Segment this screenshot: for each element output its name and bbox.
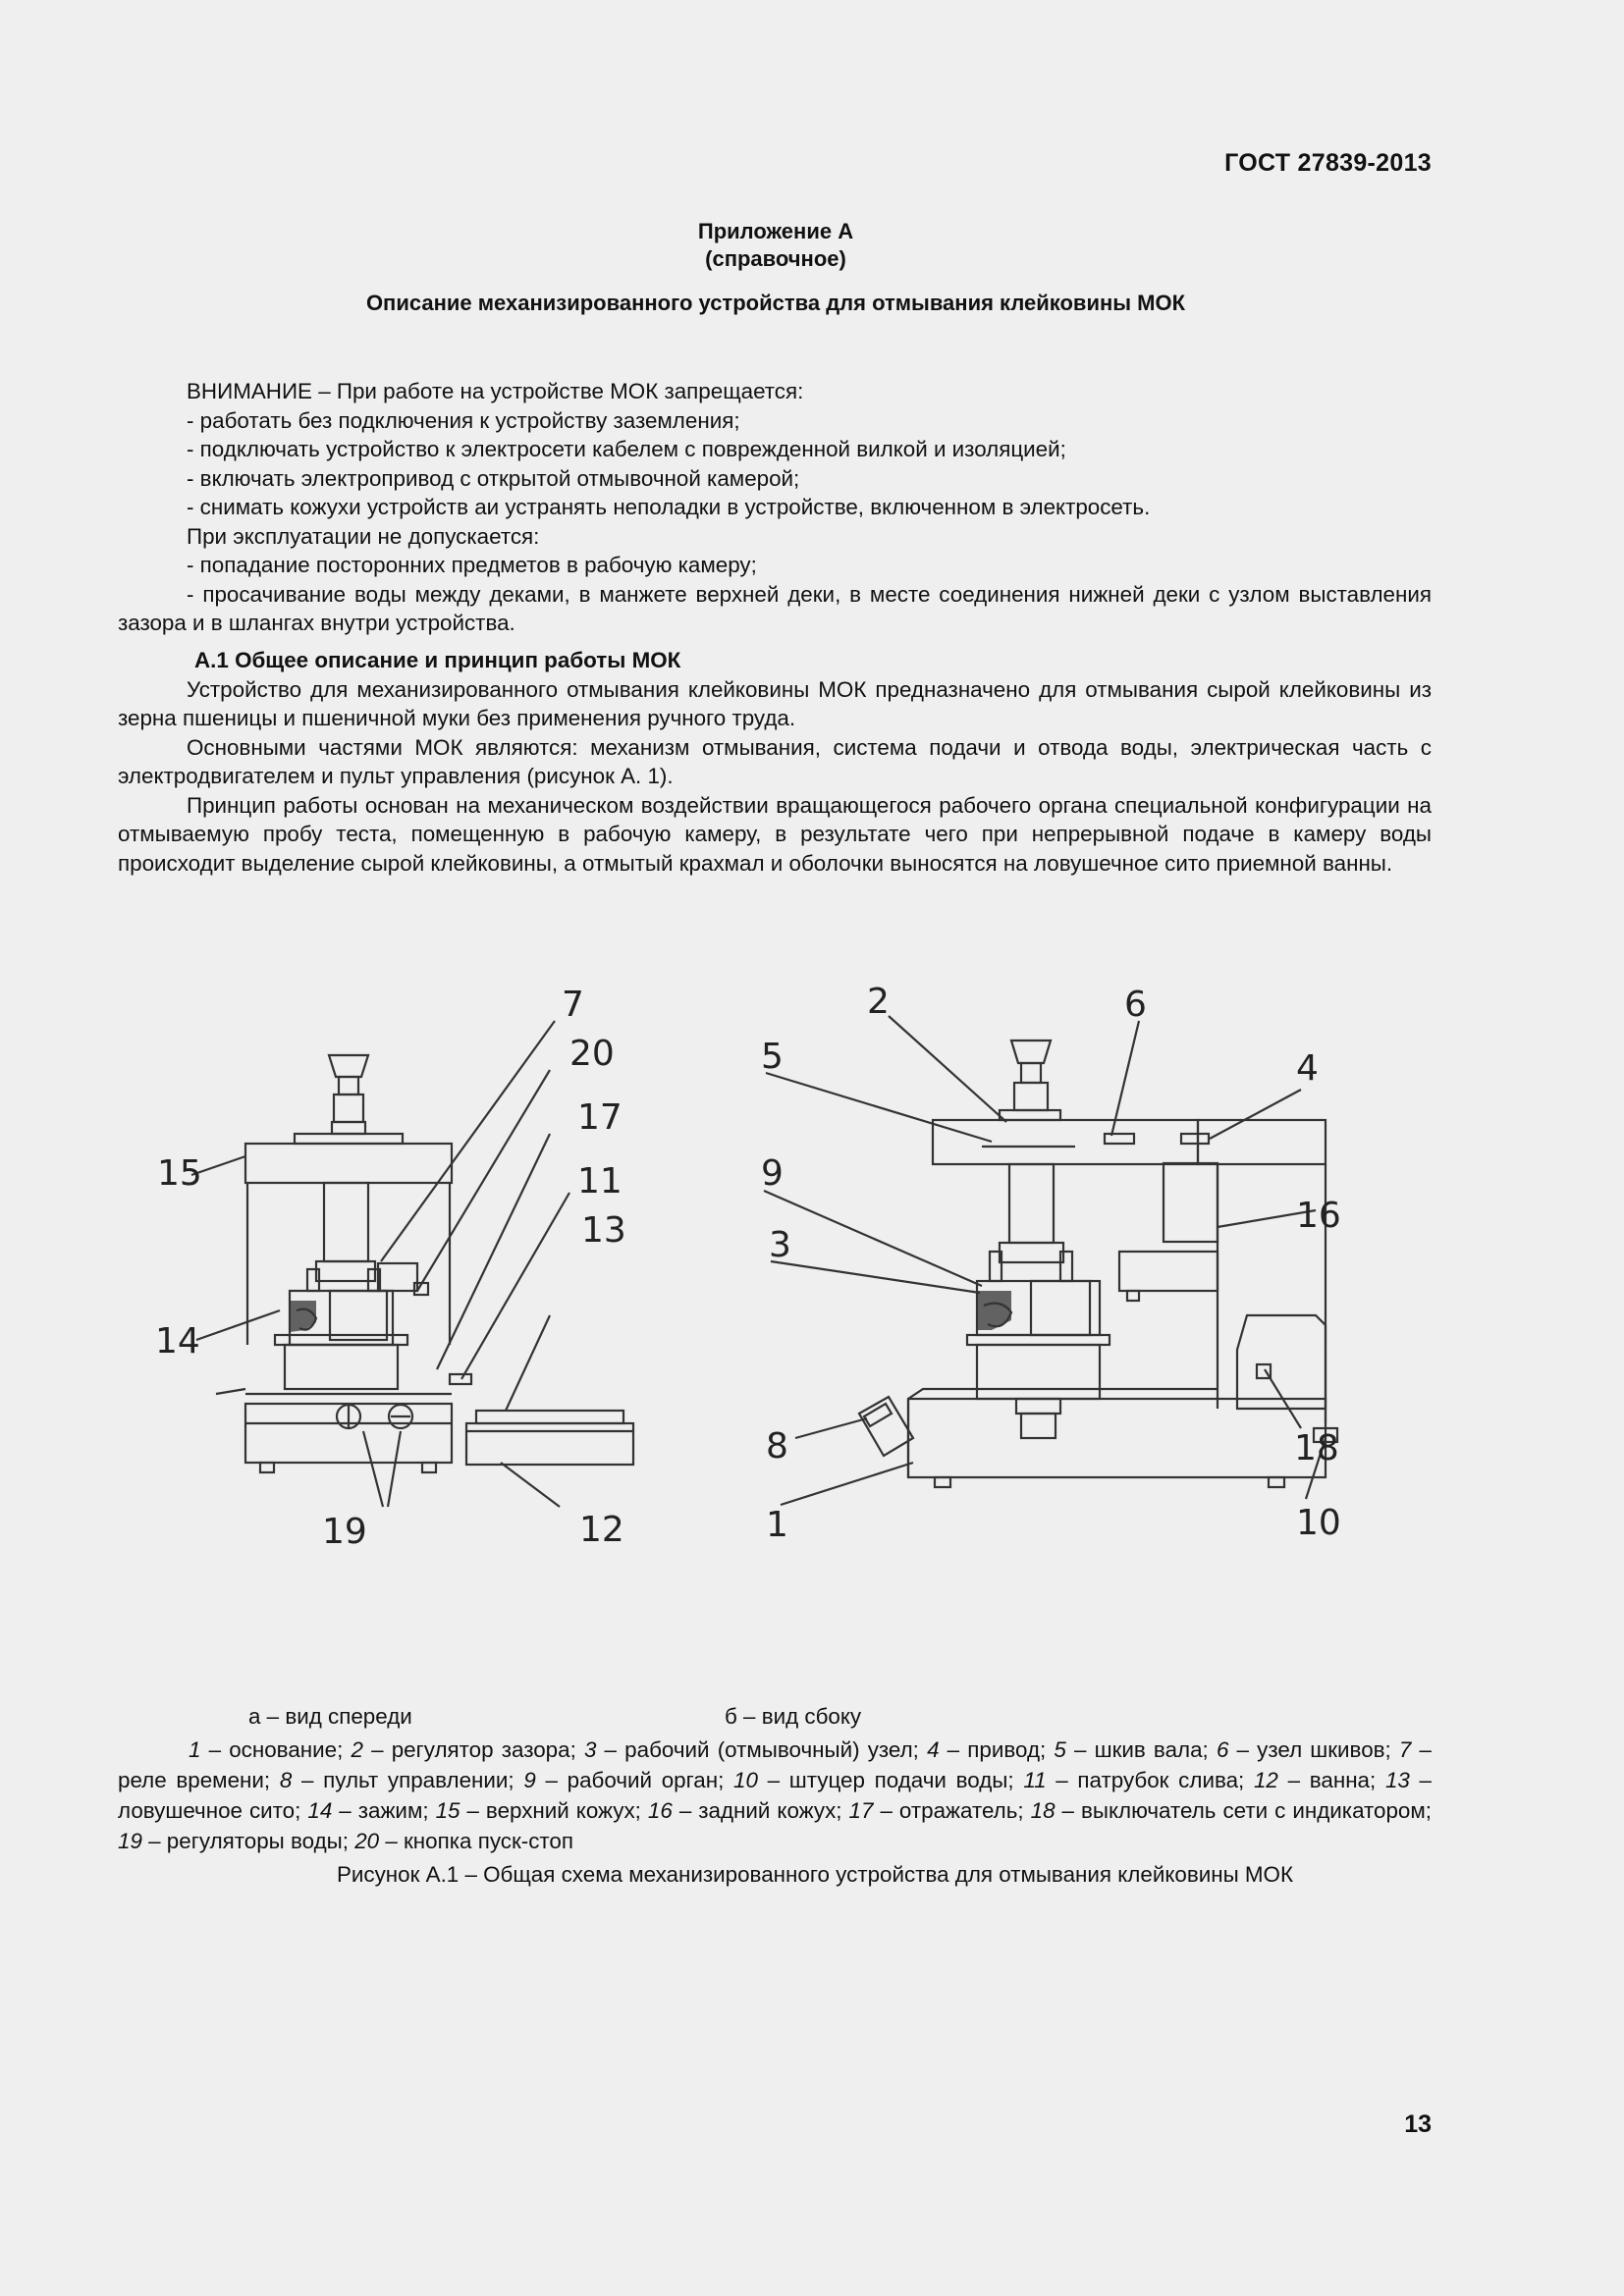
page-number: 13 xyxy=(1404,2110,1432,2138)
part-label: 16 xyxy=(1296,1196,1341,1236)
legend-number: 4 xyxy=(927,1737,940,1762)
legend-number: 15 xyxy=(435,1798,460,1823)
part-label: 1 xyxy=(766,1505,788,1545)
legend-number: 8 xyxy=(279,1768,293,1792)
legend-text: – ванна; xyxy=(1277,1768,1385,1792)
legend-text: – регуляторы воды; xyxy=(141,1829,355,1853)
legend-text: – патрубок слива; xyxy=(1046,1768,1254,1792)
part-label: 2 xyxy=(867,982,890,1022)
side-view xyxy=(764,1016,1337,1505)
appendix-subtitle: (справочное) xyxy=(705,246,846,271)
part-label: 6 xyxy=(1124,985,1147,1025)
appendix-title: Приложение А xyxy=(697,219,854,243)
legend-text: – выключатель сети с индикатором; xyxy=(1055,1798,1432,1823)
warning-item: - снимать кожухи устройств аи устранять неполадки в устройстве, включенном в электросеть. xyxy=(187,495,1151,519)
legend-number: 18 xyxy=(1030,1798,1056,1823)
part-label: 18 xyxy=(1294,1428,1339,1468)
section-paragraph: Основными частями МОК являются: механизм отмывания, система подачи и отвода воды, электрическая часть с электродвигателем и пульт управления (рисунок А. 1). xyxy=(118,734,1432,788)
part-label: 5 xyxy=(761,1037,784,1077)
figure-legend xyxy=(118,1735,1432,1856)
warning-item: - включать электропривод с открытой отмывочной камерой; xyxy=(187,465,800,491)
part-label: 11 xyxy=(577,1161,623,1201)
legend-number: 12 xyxy=(1253,1768,1278,1792)
legend-text: – привод; xyxy=(939,1737,1055,1762)
legend-text: – шкив вала; xyxy=(1065,1737,1217,1762)
legend-text: – пульт управлении; xyxy=(292,1768,524,1792)
legend-text: – задний кожух; xyxy=(672,1798,849,1823)
figure-caption: Рисунок А.1 – Общая схема механизированного устройства для отмывания клейковины МОК xyxy=(336,1862,1294,1887)
legend-number: 3 xyxy=(583,1737,597,1762)
legend-number: 19 xyxy=(118,1829,142,1853)
operation-lead: При эксплуатации не допускается: xyxy=(187,523,540,549)
legend-number: 17 xyxy=(848,1798,874,1823)
legend-number: 20 xyxy=(354,1829,380,1853)
appendix-title-block xyxy=(118,218,1434,273)
part-label: 12 xyxy=(579,1510,624,1550)
part-label: 9 xyxy=(761,1153,784,1194)
front-view-labels xyxy=(155,985,626,1552)
legend-text: – рабочий (отмывочный) узел; xyxy=(596,1737,928,1762)
operation-item: - просачивание воды между деками, в манжете верхней деки, в месте соединения нижней деки с узлом выставления зазора и в шлангах внутри устройства. xyxy=(118,581,1432,635)
legend-text: – рабочий орган; xyxy=(535,1768,734,1792)
front-view xyxy=(191,1021,633,1507)
part-label: 17 xyxy=(577,1097,623,1138)
legend-number: 13 xyxy=(1384,1768,1410,1792)
part-label: 20 xyxy=(569,1034,615,1074)
warning-lead-rest: – При работе на устройстве МОК запрещается: xyxy=(311,379,804,403)
legend-number: 1 xyxy=(189,1737,201,1762)
operation-item: - попадание посторонних предметов в рабочую камеру; xyxy=(187,553,757,577)
legend-text: – отражатель; xyxy=(873,1798,1031,1823)
figure-a1 xyxy=(137,957,1492,1605)
section-a1 xyxy=(118,646,1432,878)
subcaption-side: б – вид сбоку xyxy=(725,1704,862,1729)
part-label: 19 xyxy=(322,1512,367,1552)
legend-number: 7 xyxy=(1398,1737,1412,1762)
legend-text: – кнопка пуск-стоп xyxy=(379,1829,573,1853)
legend-text: – ловушечное сито; xyxy=(118,1768,1432,1823)
part-label: 8 xyxy=(766,1426,788,1467)
legend-text: – основание; xyxy=(200,1737,352,1762)
legend-text: – верхний кожух; xyxy=(460,1798,648,1823)
section-paragraph: Принцип работы основан на механическом воздействии вращающегося рабочего органа специальной конфигурации на отмываемую пробу теста, помещенную в рабочую камеру, в результате чего при непрерывной подаче в камеру воды происходит выделение сырой клейковины, а отмытый крахмал и оболочки выносятся на ловушечное сито приемной ванны. xyxy=(118,792,1432,876)
legend-number: 11 xyxy=(1023,1768,1047,1792)
legend-paragraph xyxy=(118,1735,1432,1856)
warning-item: - работать без подключения к устройству заземления; xyxy=(187,407,740,433)
legend-number: 9 xyxy=(523,1768,536,1792)
legend-number: 16 xyxy=(647,1798,673,1823)
warning-lead: ВНИМАНИЕ xyxy=(187,379,312,403)
part-label: 7 xyxy=(562,985,584,1025)
part-label: 3 xyxy=(769,1225,791,1265)
part-label: 15 xyxy=(157,1153,202,1194)
section-heading: А.1 Общее описание и принцип работы МОК xyxy=(194,648,681,672)
part-label: 10 xyxy=(1296,1503,1341,1543)
legend-text: – штуцер подачи воды; xyxy=(757,1768,1024,1792)
legend-number: 6 xyxy=(1216,1737,1229,1762)
document-id: ГОСТ 27839-2013 xyxy=(1224,149,1432,177)
warning-block xyxy=(118,377,1432,638)
legend-number: 2 xyxy=(351,1737,363,1762)
legend-text: – регулятор зазора; xyxy=(362,1737,584,1762)
legend-text: –реле времени; xyxy=(118,1737,1432,1792)
legend-number: 14 xyxy=(307,1798,333,1823)
part-label: 13 xyxy=(581,1210,626,1251)
device-schematic xyxy=(137,957,1492,1605)
warning-item: - подключать устройство к электросети кабелем с поврежденной вилкой и изоляцией; xyxy=(187,437,1066,461)
part-label: 4 xyxy=(1296,1048,1319,1089)
part-label: 14 xyxy=(155,1321,200,1362)
warning-lead-line xyxy=(118,377,1432,406)
appendix-heading: Описание механизированного устройства для отмывания клейковины МОК xyxy=(365,291,1186,315)
legend-number: 10 xyxy=(733,1768,758,1792)
legend-text: – зажим; xyxy=(332,1798,436,1823)
section-paragraph: Устройство для механизированного отмывания клейковины МОК предназначено для отмывания сырой клейковины из зерна пшеницы и пшеничной муки без применения ручного труда. xyxy=(118,676,1432,730)
legend-number: 5 xyxy=(1054,1737,1066,1762)
subcaption-front: а – вид спереди xyxy=(248,1704,412,1729)
legend-text: – узел шкивов; xyxy=(1228,1737,1399,1762)
